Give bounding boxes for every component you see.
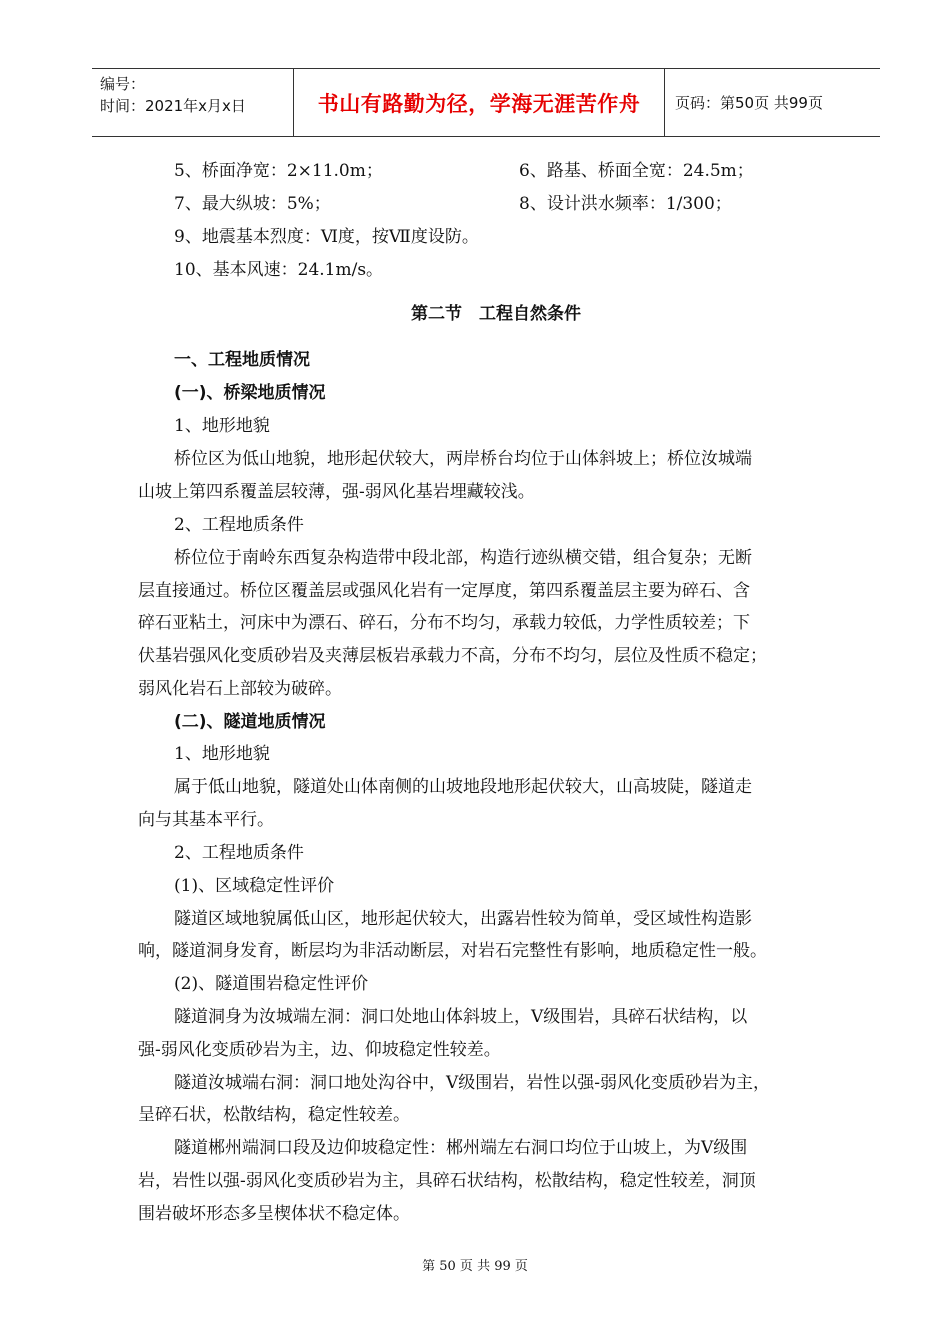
paragraph-line: 岩，岩性以强-弱风化变质砂岩为主，具碎石状结构，松散结构，稳定性较差，洞顶 — [138, 1171, 756, 1191]
time-label: 时间：2021年x月x日 — [100, 97, 246, 115]
paragraph-line: 隧道洞身为汝城端左洞：洞口处地山体斜坡上，Ⅴ级围岩，具碎石状结构，以 — [174, 1007, 748, 1027]
paragraph-line: 隧道郴州端洞口段及边仰坡稳定性：郴州端左右洞口均位于山坡上，为Ⅴ级围 — [174, 1138, 748, 1158]
heading-level4: (2)、隧道围岩稳定性评价 — [174, 974, 369, 994]
spec-item: 10、基本风速：24.1m/s。 — [174, 260, 384, 280]
spec-item: 5、桥面净宽：2×11.0m； — [174, 161, 383, 181]
paragraph-line: 围岩破坏形态多呈楔体状不稳定体。 — [138, 1204, 410, 1224]
spec-item: 7、最大纵坡：5%； — [174, 194, 331, 214]
section-title: 第二节 工程自然条件 — [411, 304, 581, 324]
paragraph-line: 隧道区域地貌属低山区，地形起伏较大，出露岩性较为简单，受区域性构造影 — [174, 909, 752, 929]
heading-level2: (二)、隧道地质情况 — [174, 712, 326, 732]
paragraph-line: 强-弱风化变质砂岩为主，边、仰坡稳定性较差。 — [138, 1040, 501, 1060]
paragraph-line: 桥位位于南岭东西复杂构造带中段北部，构造行迹纵横交错，组合复杂；无断 — [174, 548, 752, 568]
heading-level3: 2、工程地质条件 — [174, 843, 304, 863]
heading-level3: 1、地形地貌 — [174, 416, 270, 436]
heading-level4: (1)、区域稳定性评价 — [174, 876, 335, 896]
paragraph-line: 山坡上第四系覆盖层较薄，强-弱风化基岩埋藏较浅。 — [138, 482, 535, 502]
paragraph-line: 弱风化岩石上部较为破碎。 — [138, 679, 342, 699]
paragraph-line: 向与其基本平行。 — [138, 810, 274, 830]
paragraph-line: 桥位区为低山地貌，地形起伏较大，两岸桥台均位于山体斜坡上；桥位汝城端 — [174, 449, 752, 469]
code-label: 编号： — [100, 75, 146, 93]
spec-item: 9、地震基本烈度：Ⅵ度，按Ⅶ度设防。 — [174, 227, 479, 247]
page-footer: 第 50 页 共 99 页 — [422, 1259, 528, 1274]
header-motto: 书山有路勤为径，学海无涯苦作舟 — [293, 69, 665, 136]
paragraph-line: 呈碎石状，松散结构，稳定性较差。 — [138, 1105, 410, 1125]
paragraph-line: 伏基岩强风化变质砂岩及夹薄层板岩承载力不高，分布不均匀，层位及性质不稳定； — [138, 646, 767, 666]
paragraph-line: 属于低山地貌，隧道处山体南侧的山坡地段地形起伏较大，山高坡陡，隧道走 — [174, 777, 752, 797]
header-meta — [92, 69, 293, 136]
heading-level2: (一)、桥梁地质情况 — [174, 383, 326, 403]
paragraph-line: 隧道汝城端右洞：洞口地处沟谷中，Ⅴ级围岩，岩性以强-弱风化变质砂岩为主， — [174, 1073, 771, 1093]
paragraph-line: 响，隧道洞身发育，断层均为非活动断层，对岩石完整性有影响，地质稳定性一般。 — [138, 941, 767, 961]
page-header — [92, 68, 880, 137]
paragraph-line: 层直接通过。桥位区覆盖层或强风化岩有一定厚度，第四系覆盖层主要为碎石、含 — [138, 581, 750, 601]
heading-level3: 1、地形地貌 — [174, 744, 270, 764]
header-page-number: 页码：第50页 共99页 — [675, 94, 823, 112]
heading-level3: 2、工程地质条件 — [174, 515, 304, 535]
spec-item: 8、设计洪水频率：1/300； — [519, 194, 732, 214]
spec-item: 6、路基、桥面全宽：24.5m； — [519, 161, 754, 181]
paragraph-line: 碎石亚粘土，河床中为漂石、碎石，分布不均匀，承载力较低，力学性质较差；下 — [138, 613, 750, 633]
heading-level1: 一、工程地质情况 — [174, 350, 310, 370]
